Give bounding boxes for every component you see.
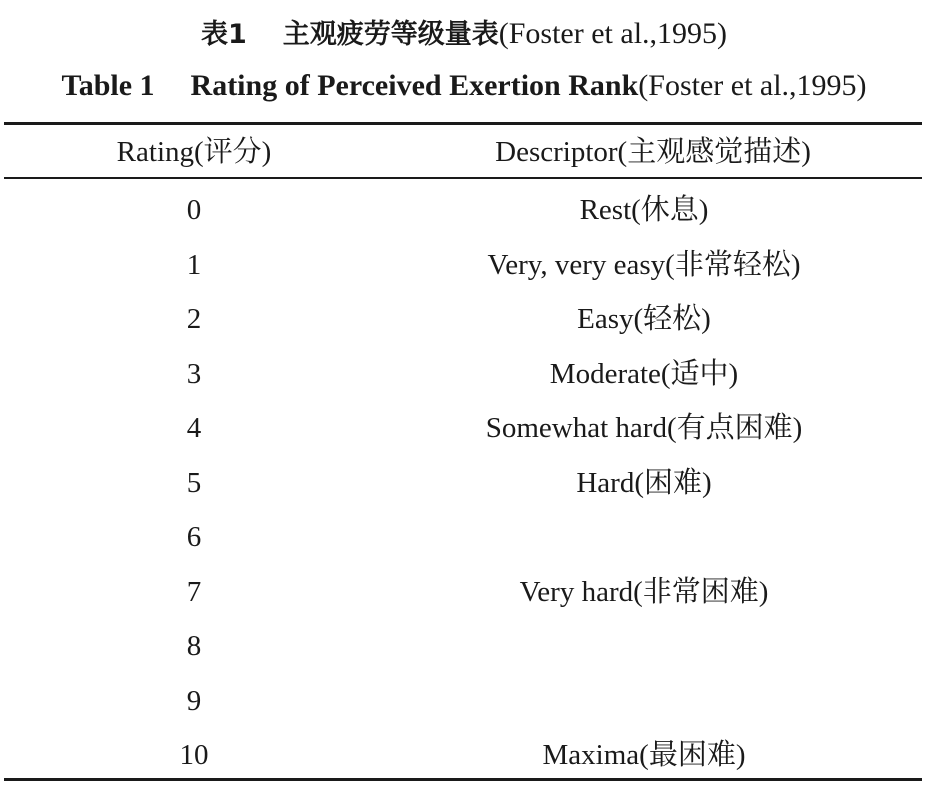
table-number-chinese: 表1 [200,19,247,50]
rating-cell: 7 [186,575,202,608]
table-row [0,183,928,238]
table-row [0,347,928,402]
table-top-rule [4,122,922,125]
table-row [0,456,928,511]
table-row [0,238,928,293]
table-row [0,728,928,783]
rating-cell: 10 [179,739,209,771]
rating-cell: 4 [186,412,202,444]
rating-cell: 5 [186,466,202,499]
descriptor-cell: Very, very easy(非常轻松) [487,248,801,281]
descriptor-cell: Moderate(适中) [549,357,739,390]
table-body [0,183,928,783]
descriptor-cell: Easy(轻松) [577,303,711,335]
table-header-rule [4,177,922,179]
header-rating: Rating(评分) [116,136,272,168]
table-title-english [0,66,928,106]
rating-cell: 2 [186,303,202,335]
table-row [0,292,928,347]
header-descriptor: Descriptor(主观感觉描述) [495,136,811,168]
descriptor-cell: Somewhat hard(有点困难) [485,412,803,444]
table-row [0,565,928,620]
table-bottom-rule [4,778,922,781]
table-caption-chinese: 主观疲劳等级量表 [282,19,499,50]
table-row [0,619,928,674]
table-number-english: Table 1 [61,69,155,102]
descriptor-cell: Maxima(最困难) [542,739,746,771]
table-row [0,674,928,729]
descriptor-cell: Very hard(非常困难) [519,575,769,608]
rating-cell: 6 [186,521,202,553]
descriptor-cell: Rest(休息) [579,194,709,226]
rating-cell: 3 [186,357,202,390]
table-row [0,510,928,565]
rating-cell: 8 [186,630,202,662]
table-title-chinese [0,14,928,55]
table-row [0,401,928,456]
rating-cell: 0 [186,194,202,226]
table-caption-english: Rating of Perceived Exertion Rank [190,69,639,102]
table-citation-chinese: (Foster et al.,1995) [498,17,728,50]
rating-cell: 9 [186,684,202,717]
rating-cell: 1 [186,248,202,281]
table-citation-english: (Foster et al.,1995) [638,69,867,102]
descriptor-cell: Hard(困难) [576,466,712,499]
